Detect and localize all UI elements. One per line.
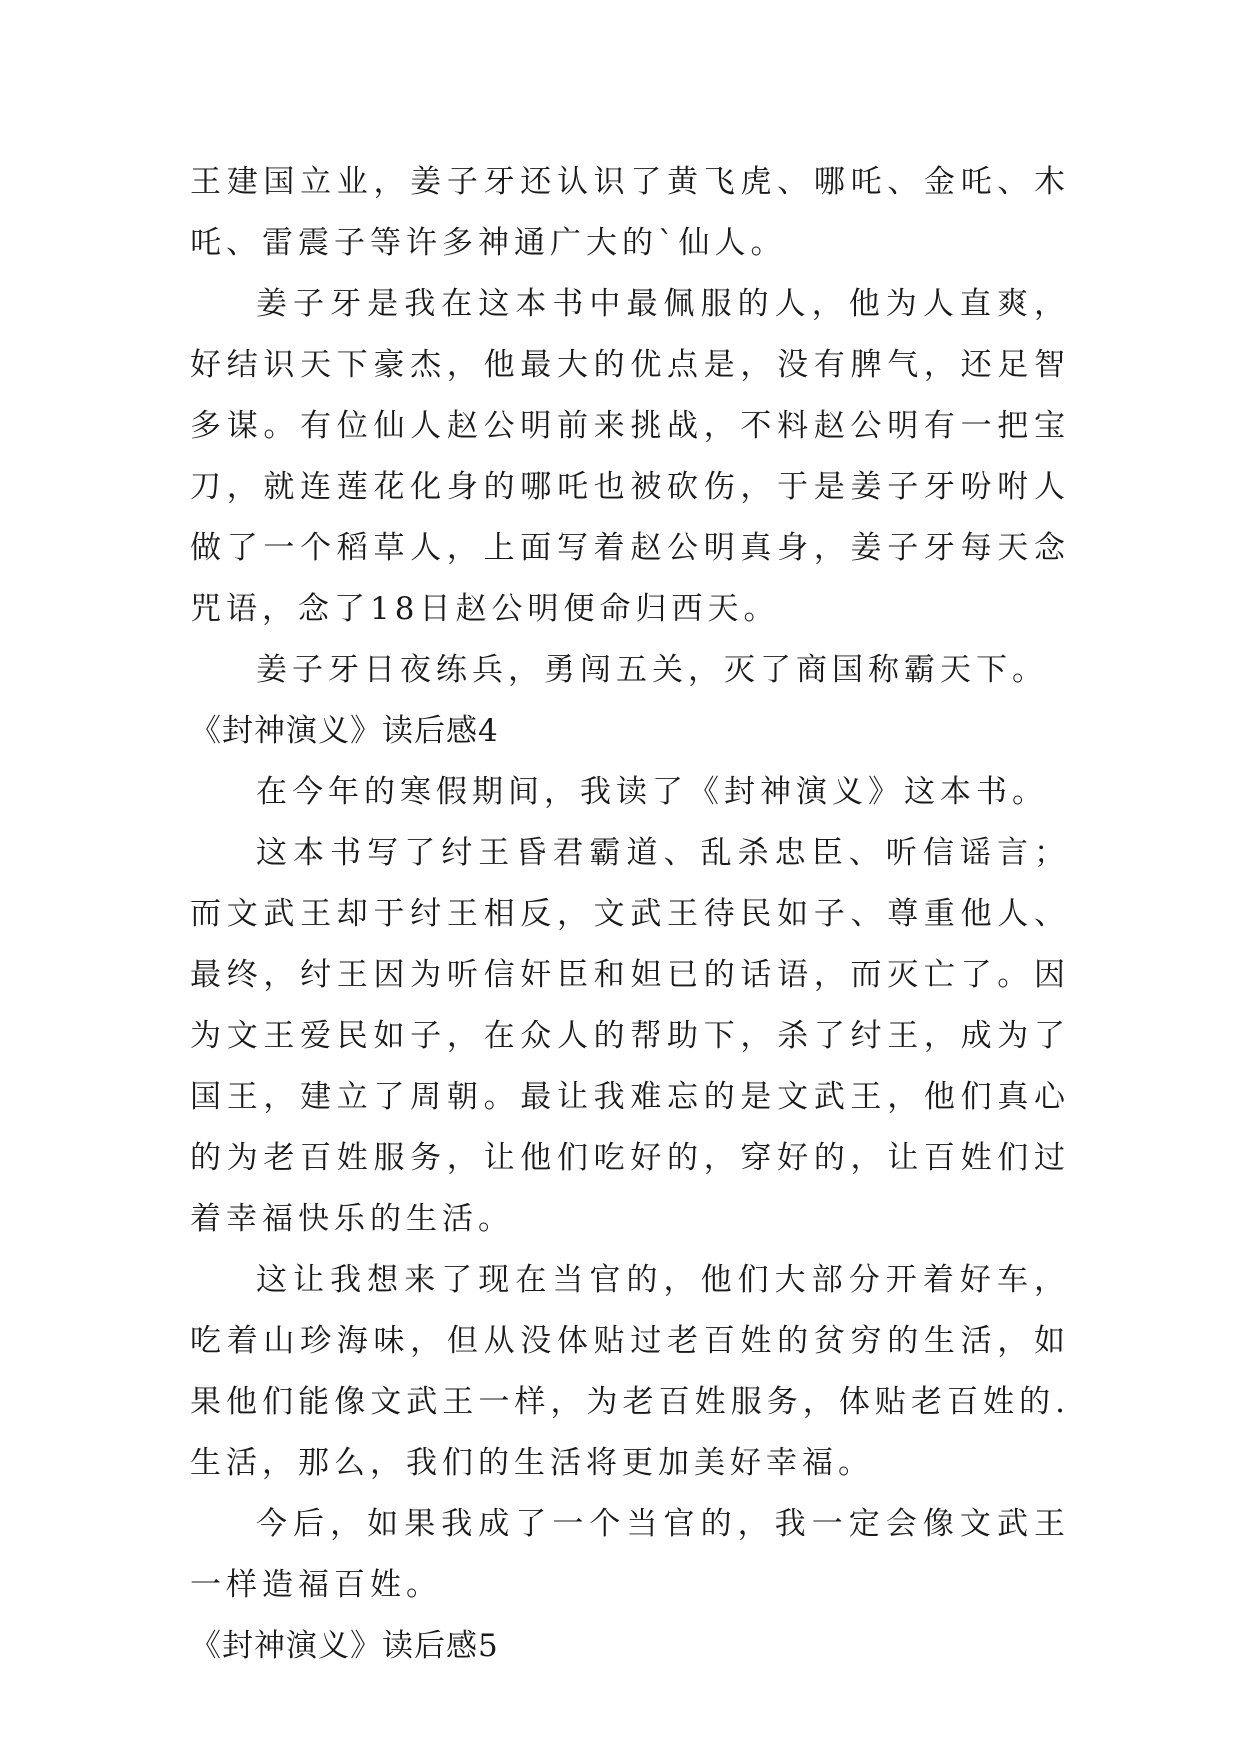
paragraph-jiang-ziya-conquest: 姜子牙日夜练兵，勇闯五关，灭了商国称霸天下。 <box>256 652 1048 688</box>
section-heading-4: 《封神演义》读后感4 <box>190 713 499 749</box>
paragraph-continuation: 王建国立业，姜子牙还认识了黄飞虎、哪吒、金吒、木吒、雷震子等许多神通广大的`仙人。 <box>190 164 1070 261</box>
paragraph-officials-reflection: 这让我想来了现在当官的，他们大部分开着好车，吃着山珍海味，但从没体贴过老百姓的贫穷的生活，如果他们能像文武王一样，为老百姓服务，体贴老百姓的.生活，那么，我们的生活将更加美好幸福。 <box>190 1262 1070 1481</box>
paragraph-book-summary: 这本书写了纣王昏君霸道、乱杀忠臣、听信谣言；而文武王却于纣王相反，文武王待民如子、尊重他人、最终，纣王因为听信奸臣和妲已的话语，而灭亡了。因为文王爱民如子，在众人的帮助下，杀了纣王，成为了国王，建立了周朝。最让我难忘的是文武王，他们真心的为老百姓服务，让他们吃好的，穿好的，让百姓们过着幸福快乐的生活。 <box>190 835 1070 1237</box>
section-heading-5: 《封神演义》读后感5 <box>190 1628 499 1664</box>
document-body <box>190 152 1070 1677</box>
paragraph-winter-reading: 在今年的寒假期间，我读了《封神演义》这本书。 <box>256 774 1048 810</box>
paragraph-jiang-ziya-admiration: 姜子牙是我在这本书中最佩服的人，他为人直爽，好结识天下豪杰，他最大的优点是，没有脾气，还足智多谋。有位仙人赵公明前来挑战，不料赵公明有一把宝刀，就连莲花化身的哪吒也被砍伤，于是姜子牙吩咐人做了一个稻草人，上面写着赵公明真身，姜子牙每天念咒语，念了18日赵公明便命归西天。 <box>190 286 1070 627</box>
paragraph-future-pledge: 今后，如果我成了一个当官的，我一定会像文武王一样造福百姓。 <box>190 1506 1070 1603</box>
